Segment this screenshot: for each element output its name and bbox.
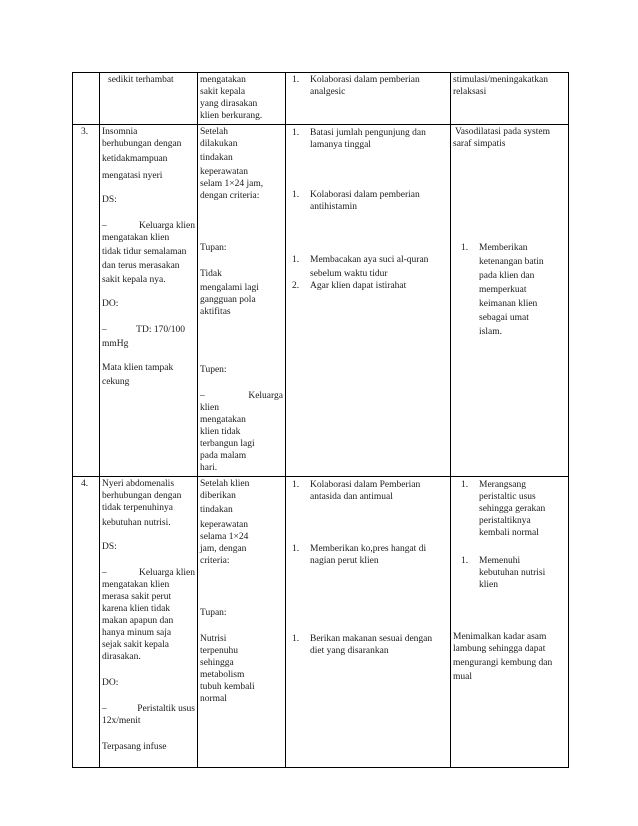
text-line: Peristaltik usus	[137, 704, 195, 714]
number-cell	[73, 125, 100, 477]
text-line: Batasi jumlah pengunjung dan	[310, 128, 426, 138]
list-number: 1.	[292, 634, 300, 644]
text-line: mual	[453, 672, 472, 682]
text-line: kebutuhan nutrisi.	[102, 518, 171, 528]
number-cell	[73, 73, 100, 125]
number-cell	[73, 477, 100, 768]
list-item	[288, 543, 448, 567]
goal-cell	[198, 73, 286, 125]
diagnosis-cell	[100, 125, 198, 477]
list-number: 1.	[292, 255, 300, 265]
text-line: keperawatan	[200, 520, 248, 530]
text-line: hari.	[200, 463, 218, 473]
text-line: aktifitas	[200, 307, 231, 317]
text-line: ketidakmampuan	[102, 154, 168, 164]
text-line: pada klien dan	[479, 271, 535, 281]
text-line: mengatakan	[200, 415, 246, 425]
text-line: saraf simpatis	[453, 139, 506, 149]
text-line: Kolaborasi dalam pemberian	[310, 190, 420, 200]
text-line: ketenangan batin	[479, 257, 544, 267]
text-line: peristaltic usus	[479, 492, 536, 502]
text-line: keperawatan	[200, 167, 248, 177]
text-line: tubuh kembali	[200, 682, 255, 692]
text-line: dengan criteria:	[200, 191, 260, 201]
text-line: berhubungan dengan	[102, 491, 182, 501]
rationale-cell	[451, 477, 569, 768]
dash-bullet: –	[102, 568, 107, 578]
text-line: metabolism	[200, 670, 245, 680]
do-label: DO:	[102, 299, 119, 309]
dash-bullet: –	[102, 325, 107, 335]
intervention-cell	[286, 477, 451, 768]
list-item	[200, 390, 283, 402]
text-line: berhubungan dengan	[102, 139, 182, 149]
text-line: memperkuat	[479, 285, 527, 295]
text-line: makan apapun dan	[102, 616, 174, 626]
text-line: Merangsang	[479, 480, 526, 490]
text-line: cekung	[102, 377, 130, 387]
text-line: dirasakan.	[102, 652, 141, 662]
list-number: 1.	[461, 243, 469, 253]
text-line: klien	[479, 580, 498, 590]
text-line: mengatakan klien	[102, 233, 170, 243]
ds-label: DS:	[102, 542, 117, 552]
list-item	[288, 479, 448, 503]
text-line: mengatakan klien	[102, 580, 170, 590]
text-line: klien tidak	[200, 427, 241, 437]
text-line: antasida dan antimual	[310, 492, 393, 502]
text-line: yang dirasakan	[200, 99, 258, 109]
text-line: mengatakan	[200, 75, 246, 85]
text-line: diberikan	[200, 491, 236, 501]
text-line: gangguan pola	[200, 295, 256, 305]
row-number: 3.	[81, 127, 89, 137]
rationale-cell	[451, 73, 569, 125]
text-line: 12x/menit	[102, 716, 141, 726]
goal-cell	[198, 125, 286, 477]
text-line: Membacakan aya suci al-quran	[310, 255, 429, 265]
goal-cell	[198, 477, 286, 768]
list-item	[102, 703, 195, 715]
text-line: terpenuhu	[200, 646, 238, 656]
text-line: normal	[200, 694, 227, 704]
text-line: selama 1×24	[200, 532, 249, 542]
text-line: pada malam	[200, 451, 247, 461]
text-line: kebutuhan nutrisi	[479, 568, 546, 578]
text-line: sehingga gerakan	[479, 504, 546, 514]
text-line: sakit kepala nya.	[102, 275, 166, 285]
list-number: 1.	[292, 480, 300, 490]
text-line: stimulasi/meningakatkan	[453, 75, 548, 85]
text-line: Terpasang infuse	[102, 742, 167, 752]
text-line: peristaltiknya	[479, 516, 531, 526]
text-line: Nutrisi	[200, 634, 227, 644]
text-line: Insomnia	[102, 127, 138, 137]
dash-bullet: –	[102, 704, 107, 714]
list-item	[102, 567, 195, 579]
text-line: Keluarga	[248, 391, 283, 401]
list-number: 1.	[292, 190, 300, 200]
diagnosis-cell	[100, 73, 198, 125]
ds-label: DS:	[102, 195, 117, 205]
list-number: 1.	[461, 556, 469, 566]
list-item	[102, 220, 195, 232]
list-item	[102, 324, 195, 336]
intervention-cell	[286, 73, 451, 125]
list-number: 1.	[292, 128, 300, 138]
list-item	[453, 242, 566, 338]
list-item	[288, 127, 448, 151]
text-line: sakit kepala	[200, 87, 246, 97]
text-line: dan terus merasakan	[102, 261, 180, 271]
list-item	[288, 280, 448, 292]
list-item	[288, 254, 448, 280]
text-line: sebagai umat	[479, 313, 529, 323]
text-line: hanya minum saja	[102, 628, 172, 638]
list-item	[453, 555, 566, 591]
text-line: terbangun lagi	[200, 439, 255, 449]
text-line: tidak tidur semalaman	[102, 247, 187, 257]
text-line: tidak terpenuhinya	[102, 503, 173, 513]
do-label: DO:	[102, 678, 119, 688]
text-line: lambung sehingga dapat	[453, 644, 546, 654]
text-line: sehingga	[200, 658, 234, 668]
text-line: kembali normal	[479, 528, 539, 538]
text-line: Keluarga klien	[138, 568, 195, 578]
text-line: Agar klien dapat istirahat	[310, 281, 407, 291]
text-line: sejak sakit kepala	[102, 640, 170, 650]
text-line: Tidak	[200, 269, 222, 279]
text-line: criteria:	[200, 556, 230, 566]
text-line: karena klien tidak	[102, 604, 171, 614]
list-item	[288, 74, 448, 98]
text-line: relaksasi	[453, 87, 487, 97]
text-line: Setelah klien	[200, 479, 250, 489]
text-line: klien berkurang.	[200, 111, 263, 121]
text-line: Menimalkan kadar asam	[453, 632, 547, 642]
diagnosis-cell	[100, 477, 198, 768]
text-line: Vasodilatasi pada system	[455, 127, 550, 137]
text-line: Mata klien tampak	[102, 363, 174, 373]
list-item	[288, 189, 448, 213]
text-line: mengatasi nyeri	[102, 171, 163, 181]
text-line: analgesic	[310, 87, 346, 97]
text-line: mengalami lagi	[200, 283, 259, 293]
text-line: islam.	[479, 327, 502, 337]
text-line: sebelum waktu tidur	[310, 269, 388, 279]
text-line: lamanya tinggal	[310, 140, 371, 150]
dash-bullet: –	[200, 391, 205, 401]
text-line: Kolaborasi dalam pemberian	[310, 75, 420, 85]
text-line: mmHg	[102, 339, 129, 349]
tupan-label: Tupan:	[200, 243, 227, 253]
text-line: tindakan	[200, 505, 233, 515]
tupen-label: Tupen:	[200, 365, 227, 375]
text-line: TD: 170/100	[136, 325, 185, 335]
text-line: diet yang disarankan	[310, 646, 389, 656]
row-number: 4.	[81, 479, 89, 489]
text-line: dilakukan	[200, 139, 238, 149]
intervention-cell	[286, 125, 451, 477]
text-line: Keluarga klien	[138, 221, 195, 231]
text-line: selam 1×24 jam,	[200, 179, 264, 189]
tupan-label: Tupan:	[200, 608, 227, 618]
text-line: Kolaborasi dalam Pemberian	[310, 480, 421, 490]
text-line: nagian perut klien	[310, 556, 379, 566]
list-number: 2.	[292, 281, 300, 291]
list-number: 1.	[292, 75, 300, 85]
table-row	[73, 73, 569, 125]
text-line: Berikan makanan sesuai dengan	[310, 634, 433, 644]
text-line: merasa sakit perut	[102, 592, 172, 602]
text-line: jam, dengan	[200, 544, 247, 554]
list-item	[288, 633, 448, 657]
list-item	[453, 479, 566, 539]
list-number: 1.	[461, 480, 469, 490]
text-line: Nyeri abdomenalis	[102, 479, 175, 489]
text-line: Setelah	[200, 127, 228, 137]
text-line: klien	[200, 403, 219, 413]
text-line: Memberikan	[479, 243, 528, 253]
text-line: antihistamin	[310, 202, 357, 212]
table-row	[73, 477, 569, 768]
nursing-care-plan-table	[72, 72, 569, 768]
text-line: Memberikan ko,pres hangat di	[310, 544, 427, 554]
text-line: sedikit terhambat	[108, 75, 174, 85]
dash-bullet: –	[102, 221, 107, 231]
table-row	[73, 125, 569, 477]
rationale-cell	[451, 125, 569, 477]
text-line: tindakan	[200, 153, 233, 163]
text-line: Memenuhi	[479, 556, 521, 566]
list-number: 1.	[292, 544, 300, 554]
text-line: keimanan klien	[479, 299, 538, 309]
text-line: mengurangi kembung dan	[453, 658, 553, 668]
